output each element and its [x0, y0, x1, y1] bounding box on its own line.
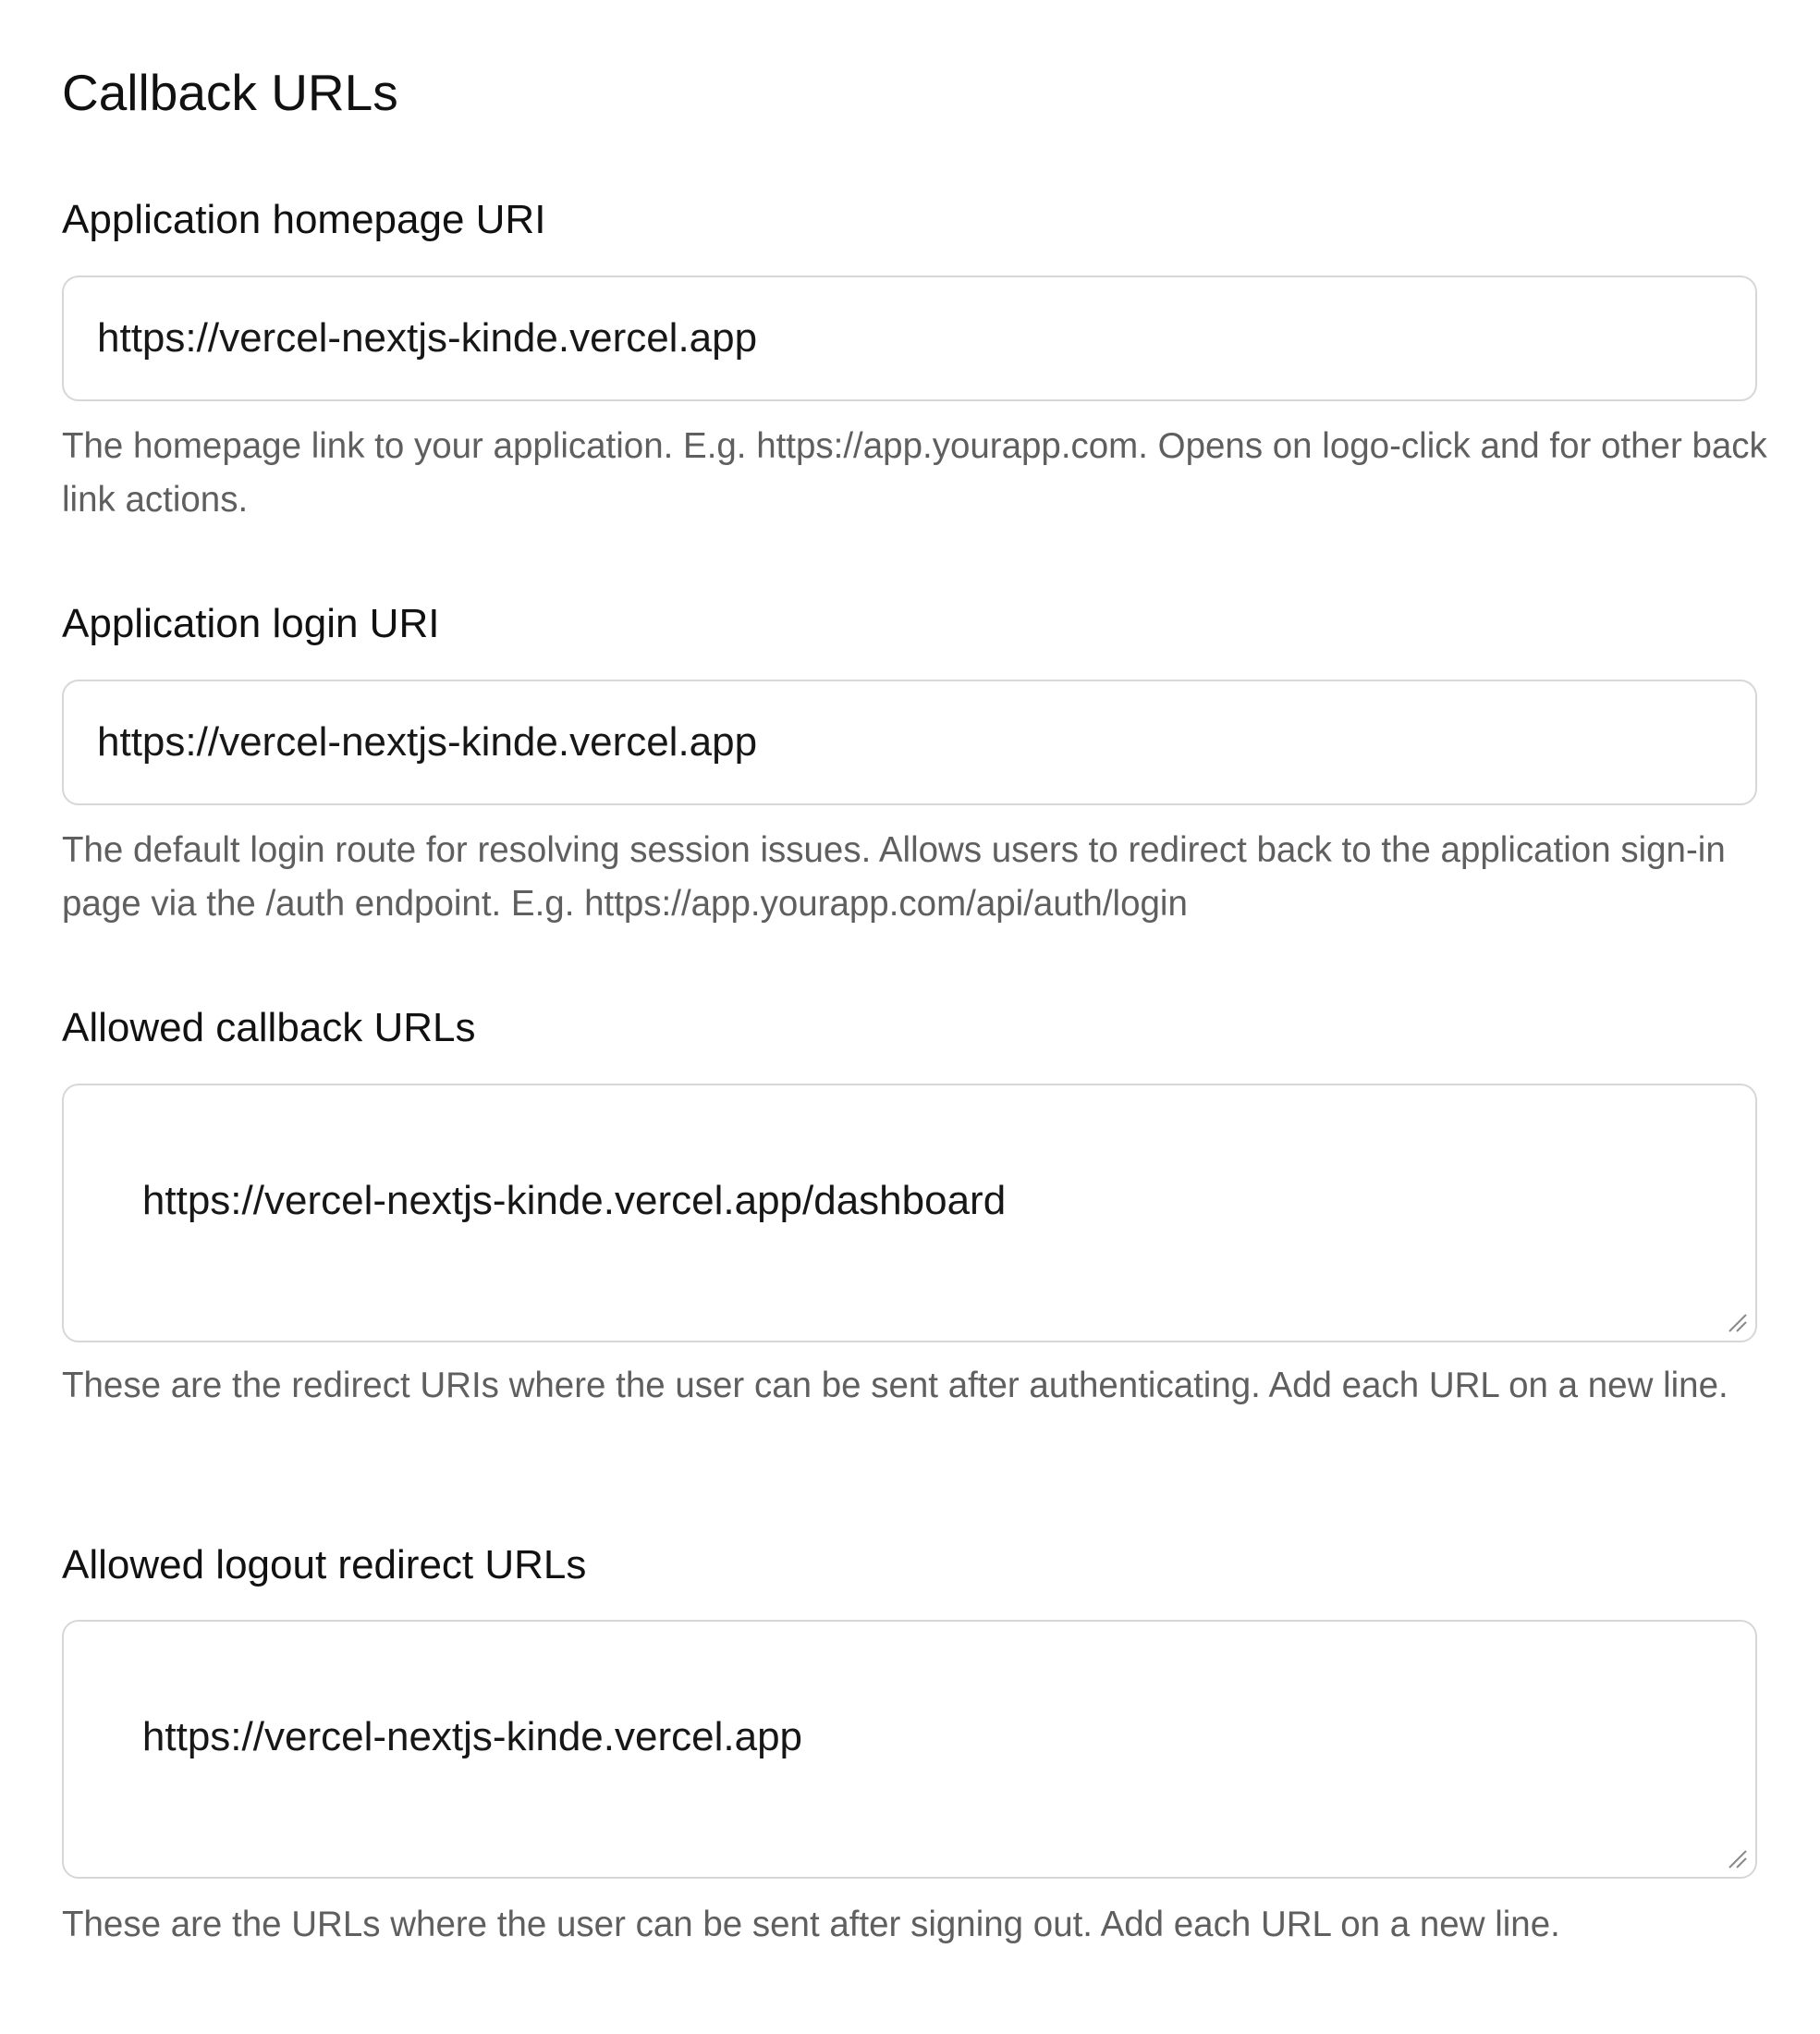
logout-urls-textarea[interactable] [62, 1620, 1757, 1879]
callback-urls-label: Allowed callback URLs [62, 1005, 476, 1050]
login-uri-label: Application login URI [62, 601, 440, 646]
callback-urls-help: These are the redirect URIs where the user can be sent after authenticating. Add each URL on a new line. [62, 1366, 1728, 1405]
logout-urls-help: These are the URLs where the user can be sent after signing out. Add each URL on a new line. [62, 1905, 1560, 1944]
resize-grip-icon[interactable] [1726, 1847, 1748, 1869]
logout-urls-label: Allowed logout redirect URLs [62, 1542, 587, 1587]
callback-urls-textarea[interactable] [62, 1084, 1757, 1342]
callback-urls-value: https://vercel-nextjs-kinde.vercel.app/dashboard [141, 1178, 1007, 1223]
login-uri-help: The default login route for resolving session issues. Allows users to redirect back to the application sign-in page via the /auth endpoint. E.g. https://app.yourapp.com/api/auth/login [62, 830, 1726, 924]
resize-grip-icon[interactable] [1726, 1311, 1748, 1333]
homepage-uri-input[interactable]: https://vercel-nextjs-kinde.vercel.app [62, 276, 1757, 401]
logout-urls-value: https://vercel-nextjs-kinde.vercel.app [141, 1714, 803, 1759]
homepage-uri-label: Application homepage URI [62, 197, 546, 242]
section-title: Callback URLs [62, 64, 398, 121]
login-uri-input[interactable]: https://vercel-nextjs-kinde.vercel.app [62, 680, 1757, 805]
homepage-uri-help: The homepage link to your application. E.g. https://app.yourapp.com. Opens on logo-click and for other back link actions. [62, 426, 1767, 520]
